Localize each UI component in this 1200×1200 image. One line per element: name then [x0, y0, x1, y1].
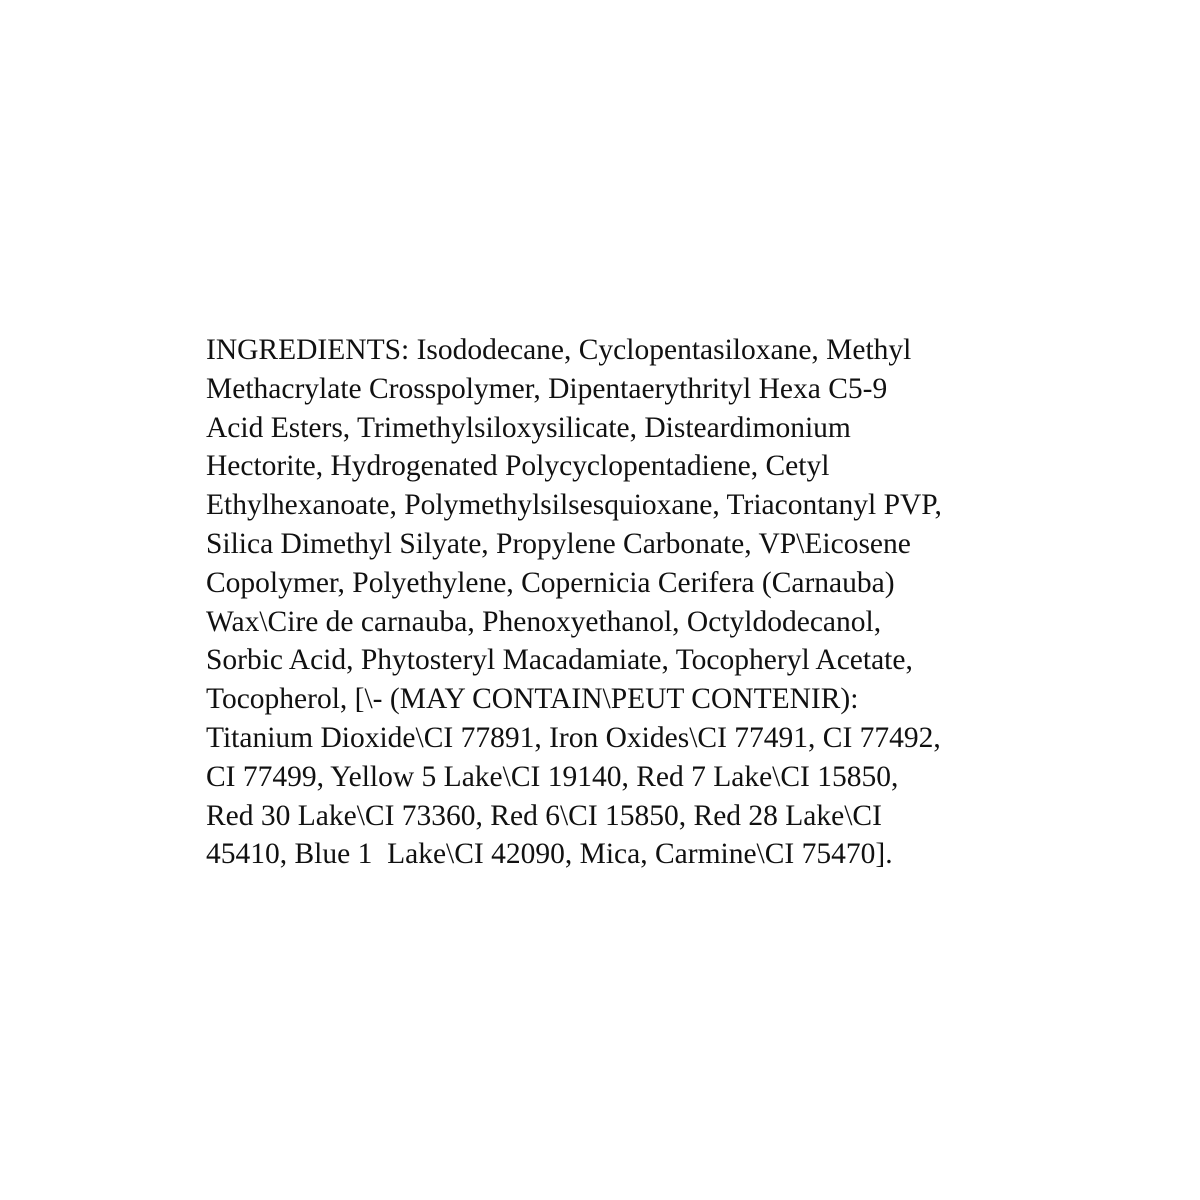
ingredients-line: Ethylhexanoate, Polymethylsilsesquioxane, Triacontanyl PVP, — [206, 489, 942, 522]
ingredients-line: 45410, Blue 1 Lake\CI 42090, Mica, Carmine\CI 75470]. — [206, 838, 893, 871]
ingredients-line: Hectorite, Hydrogenated Polycyclopentadiene, Cetyl — [206, 450, 830, 483]
ingredients-line: CI 77499, Yellow 5 Lake\CI 19140, Red 7 Lake\CI 15850, — [206, 760, 899, 793]
ingredients-line: Wax\Cire de carnauba, Phenoxyethanol, Octyldodecanol, — [206, 605, 882, 638]
ingredients-line: Acid Esters, Trimethylsiloxysilicate, Disteardimonium — [206, 411, 851, 444]
ingredients-line: Silica Dimethyl Silyate, Propylene Carbonate, VP\Eicosene — [206, 527, 911, 560]
ingredients-line: Tocopherol, [\- (MAY CONTAIN\PEUT CONTENIR): — [206, 683, 859, 716]
ingredients-line: Sorbic Acid, Phytosteryl Macadamiate, Tocopheryl Acetate, — [206, 644, 913, 677]
ingredients-line: INGREDIENTS: Isododecane, Cyclopentasiloxane, Methyl — [206, 334, 912, 366]
ingredients-line: Titanium Dioxide\CI 77891, Iron Oxides\CI 77491, CI 77492, — [206, 721, 941, 754]
ingredients-line: Red 30 Lake\CI 73360, Red 6\CI 15850, Red 28 Lake\CI — [206, 799, 882, 832]
ingredients-line: Copolymer, Polyethylene, Copernicia Cerifera (Carnauba) — [206, 566, 895, 599]
ingredients-line: Methacrylate Crosspolymer, Dipentaerythrityl Hexa C5-9 — [206, 372, 888, 405]
ingredients-text — [206, 331, 1026, 874]
